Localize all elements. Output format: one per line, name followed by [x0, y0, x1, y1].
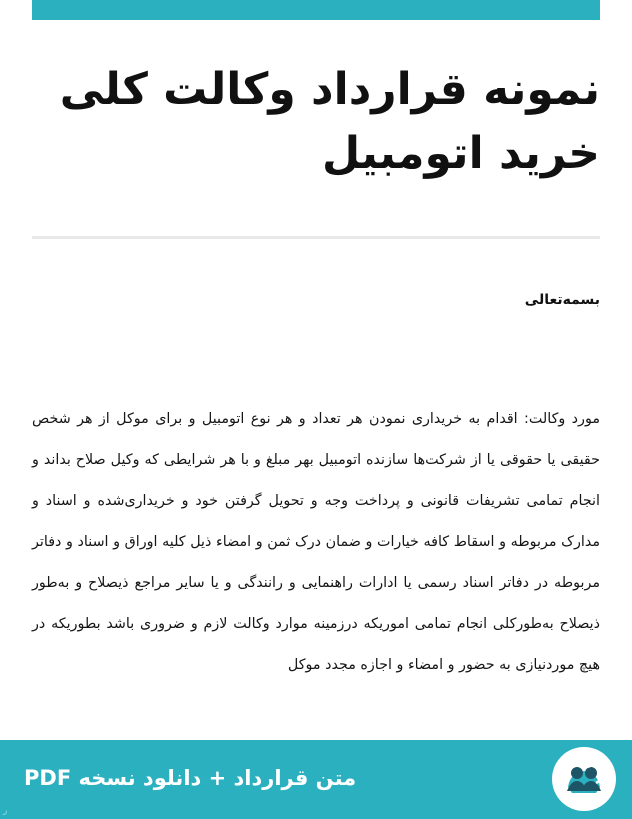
top-accent-bar: [32, 0, 600, 20]
corner-mark: ﻿ر: [3, 806, 8, 816]
download-pdf-button[interactable]: متن قرارداد + دانلود نسخه PDF: [24, 766, 357, 790]
page-title: نمونه قرارداد وکالت کلی خرید اتومبیل: [59, 64, 600, 179]
users-chat-icon: [552, 747, 616, 811]
contract-body-text: مورد وکالت: اقدام به خریداری نمودن هر تعداد و هر نوع اتومبیل و برای موکل از هر شخص حقیقی یا حقوقی یا از شرکت‌ها سازنده اتومبیل بهر مبلغ و با هر شرایطی که وکیل صلاح بداند و انجام تمامی تشریفات قانونی و پرداخت وجه و تحویل گرفتن خود و خریداری‌شده و اسناد و مدارک مربوطه و اسقاط کافه خیارات و ضمان درک ثمن و امضاء ذیل کلیه اوراق و اسناد و دفاتر مربوطه در دفاتر اسناد رسمی یا ادارات راهنمایی و رانندگی و یا سایر مراجع ذیصلاح و به‌طور ذیصلاح به‌طورکلی انجام تمامی اموریکه درزمینه موارد وکالت لازم و ضروری باشد بطوریکه در هیچ موردنیازی به حضور و امضاء و اجازه مجدد موکل: [32, 411, 600, 673]
title-divider: [32, 236, 600, 239]
greeting-text: بسمه‌تعالی: [524, 292, 600, 308]
article: [32, 58, 600, 686]
download-banner[interactable]: [0, 740, 632, 819]
